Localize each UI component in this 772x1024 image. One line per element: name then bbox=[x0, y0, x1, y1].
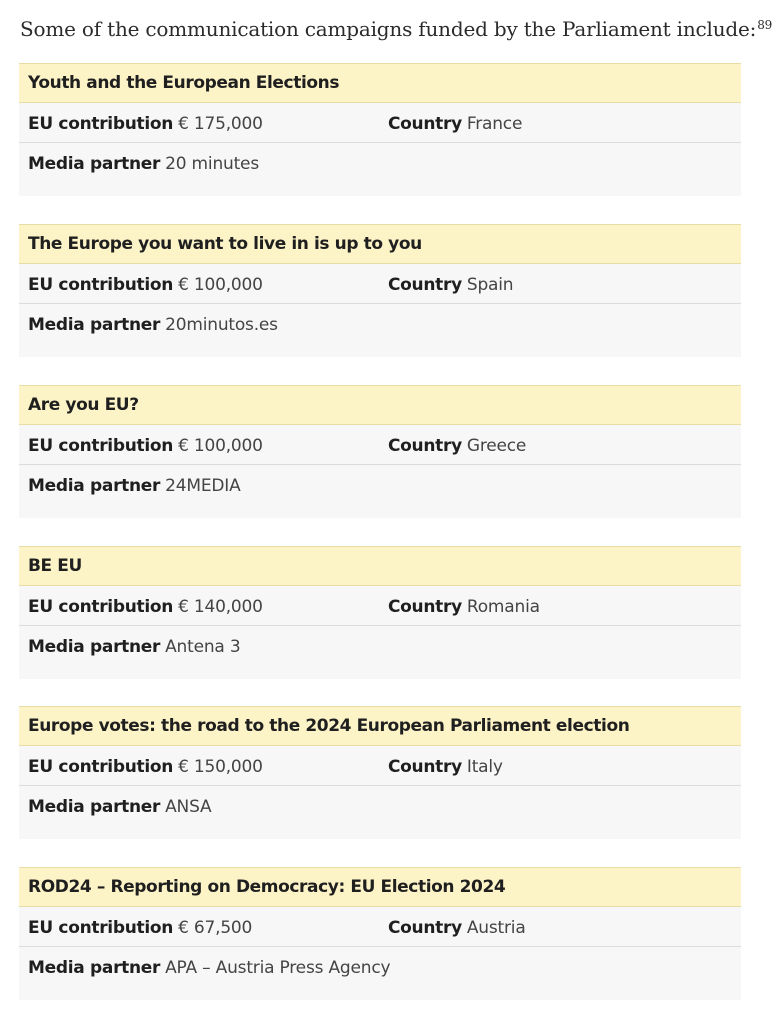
campaign-card bbox=[19, 546, 741, 679]
campaign-title: ROD24 – Reporting on Democracy: EU Election 2024 bbox=[19, 867, 741, 907]
country-label: Country bbox=[388, 114, 462, 134]
contribution-label: EU contribution bbox=[28, 757, 174, 777]
media-value: Antena 3 bbox=[165, 637, 241, 657]
campaign-card bbox=[19, 867, 741, 1000]
intro-text: Some of the communication campaigns funded by the Parliament include: bbox=[20, 17, 757, 41]
country-label: Country bbox=[388, 918, 462, 938]
country-field bbox=[388, 746, 503, 787]
contribution-label: EU contribution bbox=[28, 918, 174, 938]
contribution-label: EU contribution bbox=[28, 436, 174, 456]
contribution-label: EU contribution bbox=[28, 597, 174, 617]
contribution-value: € 100,000 bbox=[178, 436, 263, 456]
media-label: Media partner bbox=[28, 154, 161, 174]
contribution-value: € 67,500 bbox=[178, 918, 253, 938]
campaign-title: Europe votes: the road to the 2024 European Parliament election bbox=[19, 706, 741, 746]
country-label: Country bbox=[388, 436, 462, 456]
media-row bbox=[19, 465, 741, 518]
media-label: Media partner bbox=[28, 315, 161, 335]
campaign-title: The Europe you want to live in is up to you bbox=[19, 224, 741, 264]
media-row bbox=[19, 786, 741, 839]
media-row bbox=[19, 626, 741, 679]
media-label: Media partner bbox=[28, 797, 161, 817]
contribution-row bbox=[19, 103, 741, 143]
campaign-card bbox=[19, 385, 741, 518]
country-field bbox=[388, 103, 522, 144]
media-row bbox=[19, 304, 741, 357]
country-field bbox=[388, 586, 540, 627]
country-value: France bbox=[466, 114, 523, 134]
country-value: Greece bbox=[466, 436, 527, 456]
intro-paragraph bbox=[20, 14, 772, 44]
country-value: Austria bbox=[466, 918, 526, 938]
contribution-label: EU contribution bbox=[28, 114, 174, 134]
contribution-row bbox=[19, 907, 741, 947]
country-field bbox=[388, 907, 526, 948]
media-value: 20 minutes bbox=[165, 154, 259, 174]
contribution-row bbox=[19, 746, 741, 786]
contribution-row bbox=[19, 264, 741, 304]
contribution-value: € 100,000 bbox=[178, 275, 263, 295]
media-row bbox=[19, 947, 741, 1000]
contribution-row bbox=[19, 586, 741, 626]
contribution-value: € 140,000 bbox=[178, 597, 263, 617]
contribution-value: € 175,000 bbox=[178, 114, 263, 134]
country-field bbox=[388, 425, 526, 466]
campaign-card bbox=[19, 63, 741, 196]
campaign-card bbox=[19, 224, 741, 357]
country-value: Romania bbox=[466, 597, 540, 617]
campaign-title: BE EU bbox=[19, 546, 741, 586]
media-value: 20minutos.es bbox=[165, 315, 278, 335]
contribution-value: € 150,000 bbox=[178, 757, 263, 777]
country-label: Country bbox=[388, 275, 462, 295]
campaign-title: Are you EU? bbox=[19, 385, 741, 425]
country-label: Country bbox=[388, 597, 462, 617]
media-label: Media partner bbox=[28, 476, 161, 496]
country-value: Spain bbox=[466, 275, 514, 295]
media-label: Media partner bbox=[28, 637, 161, 657]
campaign-card bbox=[19, 706, 741, 839]
media-value: ANSA bbox=[165, 797, 212, 817]
media-value: APA – Austria Press Agency bbox=[165, 958, 391, 978]
country-label: Country bbox=[388, 757, 462, 777]
country-value: Italy bbox=[466, 757, 503, 777]
media-label: Media partner bbox=[28, 958, 161, 978]
footnote-link[interactable]: 89 bbox=[757, 18, 772, 32]
media-row bbox=[19, 143, 741, 196]
country-field bbox=[388, 264, 513, 305]
contribution-row bbox=[19, 425, 741, 465]
media-value: 24MEDIA bbox=[165, 476, 241, 496]
contribution-label: EU contribution bbox=[28, 275, 174, 295]
campaign-title: Youth and the European Elections bbox=[19, 63, 741, 103]
